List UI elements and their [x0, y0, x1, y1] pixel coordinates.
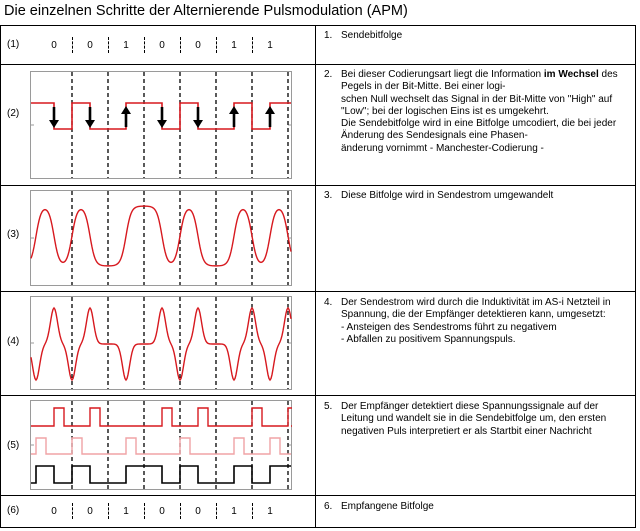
step-number: 4.: [324, 297, 333, 308]
bit-value: 0: [87, 40, 93, 51]
bit-separator: [252, 37, 253, 53]
step-number: 5.: [324, 401, 333, 412]
bit-value: 0: [87, 506, 93, 517]
step-text-bold: im Wechsel: [543, 69, 599, 80]
decoded-signal-trace: [31, 466, 291, 483]
voltage-pulse-diagram: [30, 296, 292, 390]
arrow-up-icon: [121, 106, 131, 114]
send-current-diagram: [30, 190, 292, 286]
arrow-down-icon: [49, 120, 59, 128]
bit-value: 0: [51, 40, 57, 51]
row-label-3: (3): [7, 229, 20, 240]
arrow-down-icon: [85, 120, 95, 128]
receiver-signal-diagram: [30, 400, 292, 490]
step-text: Sendebitfolge: [341, 30, 403, 41]
step-number: 2.: [324, 69, 333, 80]
bit-value: 1: [123, 40, 129, 51]
bit-separator: [72, 37, 73, 53]
bit-separator: [216, 503, 217, 519]
row-label-5: (5): [7, 440, 20, 451]
bit-separator: [108, 503, 109, 519]
step-number: 3.: [324, 190, 333, 201]
bit-separator: [252, 503, 253, 519]
column-divider: [315, 25, 316, 528]
positive-pulse-trace: [31, 408, 292, 426]
row-label-1: (1): [7, 39, 20, 50]
bit-value: 0: [159, 506, 165, 517]
row-label-4: (4): [7, 336, 20, 347]
row-divider: [0, 395, 636, 396]
step-text: Bei dieser Codierungsart liegt die Information: [341, 69, 544, 80]
bit-separator: [216, 37, 217, 53]
page-title: Die einzelnen Schritte der Alternierende Pulsmodulation (APM): [4, 3, 408, 19]
row-divider: [0, 495, 636, 496]
arrow-down-icon: [193, 120, 203, 128]
bit-value: 0: [195, 506, 201, 517]
bit-value: 1: [123, 506, 129, 517]
row-label-6: (6): [7, 505, 20, 516]
bit-value: 1: [267, 506, 273, 517]
manchester-code-diagram: [30, 71, 292, 179]
row-divider: [0, 291, 636, 292]
row-divider: [0, 64, 636, 65]
row-label-2: (2): [7, 108, 20, 119]
bit-value: 0: [51, 506, 57, 517]
arrow-up-icon: [229, 106, 239, 114]
step-number: 6.: [324, 501, 333, 512]
bit-value: 1: [231, 40, 237, 51]
bit-value: 1: [267, 40, 273, 51]
arrow-up-icon: [265, 106, 275, 114]
bit-separator: [144, 503, 145, 519]
step-text: Empfangene Bitfolge: [341, 501, 434, 512]
bit-separator: [180, 503, 181, 519]
step-text: des Pegels in der Bit-Mitte. Bei einer logi- schen Null wechselt das Signal in der Bit-Mitte von "High" auf "Low"; bei der logischen Eins ist es umgekehrt. Die Sendebitfolge wird in eine Bitfolge umcodiert, die bei jeder Änderung des Sendesignals eine Phasen- änderung vornimmt - Manchester-Codierung -: [341, 69, 618, 154]
bit-separator: [144, 37, 145, 53]
bit-value: 0: [195, 40, 201, 51]
bit-separator: [72, 503, 73, 519]
bit-separator: [108, 37, 109, 53]
bit-value: 0: [159, 40, 165, 51]
bit-separator: [180, 37, 181, 53]
step-text: Der Sendestrom wird durch die Induktivität im AS-i Netzteil in Spannung, die der Empfänger detektieren kann, umgesetzt: - Ansteigen des Sendestroms führt zu negativem - Abfallen zu positivem Spannungspuls.: [341, 297, 611, 345]
send-bit-sequence: [30, 39, 292, 53]
row-divider: [0, 185, 636, 186]
bit-value: 1: [231, 506, 237, 517]
received-bit-sequence: [30, 505, 292, 519]
step-number: 1.: [324, 30, 333, 41]
step-text: Diese Bitfolge wird in Sendestrom umgewandelt: [341, 190, 554, 201]
arrow-down-icon: [157, 120, 167, 128]
step-text: Der Empfänger detektiert diese Spannungssignale auf der Leitung und wandelt sie in die Sendebitfolge um, den ersten negativen Puls interpretiert er als Startbit einer Nachricht: [341, 401, 607, 437]
